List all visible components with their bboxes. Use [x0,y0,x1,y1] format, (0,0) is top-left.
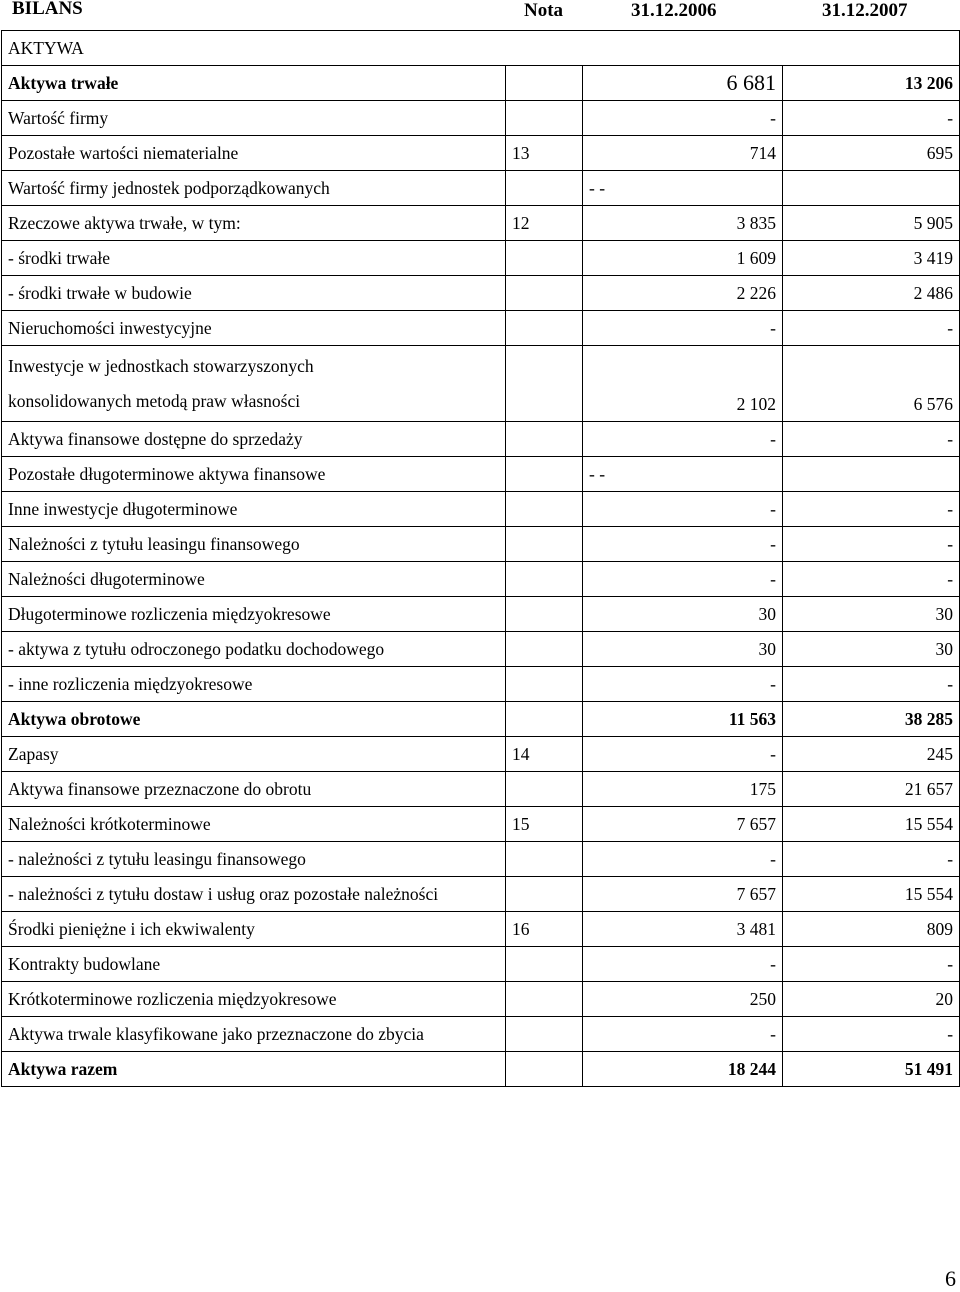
row-label: Zapasy [2,737,506,772]
row-value-2006: 175 [583,772,783,807]
row-value-2006: - [583,492,783,527]
row-value-2007: - [783,947,960,982]
table-row [2,807,960,842]
table-row [2,171,960,206]
row-label: Aktywa obrotowe [2,702,506,737]
row-value-2006: - - [583,457,783,492]
row-note: 13 [506,136,583,171]
row-label: Pozostałe wartości niematerialne [2,136,506,171]
total-row [2,1052,960,1087]
row-value-2006: 30 [583,632,783,667]
row-value-2006: 6 681 [583,66,783,101]
row-note [506,947,583,982]
row-note [506,276,583,311]
table-row [2,346,960,422]
row-value-2007: - [783,101,960,136]
row-note [506,101,583,136]
row-label-line-2: konsolidowanych metodą praw własności [8,390,301,411]
section-title: AKTYWA [2,31,960,66]
row-value-2006: 3 835 [583,206,783,241]
row-label: - inne rozliczenia międzyokresowe [2,667,506,702]
row-note [506,772,583,807]
row-note [506,422,583,457]
row-value-2006: - [583,527,783,562]
table-row [2,842,960,877]
table-row [2,457,960,492]
row-value-2006: 250 [583,982,783,1017]
column-header-nota: Nota [524,0,564,21]
row-value-2006: - [583,947,783,982]
row-label: Należności krótkoterminowe [2,807,506,842]
row-note [506,171,583,206]
row-label: Rzeczowe aktywa trwałe, w tym: [2,206,506,241]
page-number: 6 [945,1266,956,1291]
row-value-2006: 2 102 [583,346,783,422]
table-row [2,206,960,241]
row-label: Nieruchomości inwestycyjne [2,311,506,346]
row-value-2007: 5 905 [783,206,960,241]
row-label: Należności długoterminowe [2,562,506,597]
row-value-2006: - [583,737,783,772]
row-label: Aktywa finansowe dostępne do sprzedaży [2,422,506,457]
row-note [506,982,583,1017]
row-value-2007 [783,457,960,492]
table-row [2,276,960,311]
row-value-2007: 6 576 [783,346,960,422]
row-note [506,842,583,877]
table-row [2,1017,960,1052]
table-row [2,136,960,171]
row-value-2006: - [583,101,783,136]
row-value-2007: 15 554 [783,877,960,912]
table-row [2,527,960,562]
row-note [506,597,583,632]
row-label: Inne inwestycje długoterminowe [2,492,506,527]
row-value-2006: 2 226 [583,276,783,311]
row-value-2006: - [583,842,783,877]
row-value-2007: 21 657 [783,772,960,807]
row-label: - środki trwałe w budowie [2,276,506,311]
document-title: BILANS [12,0,83,19]
table-row [2,737,960,772]
row-note [506,241,583,276]
row-value-2007: - [783,667,960,702]
row-label: Krótkoterminowe rozliczenia międzyokresowe [2,982,506,1017]
row-label: Aktywa trwale klasyfikowane jako przeznaczone do zbycia [2,1017,506,1052]
balance-sheet-table [1,30,960,1087]
row-value-2007: 3 419 [783,241,960,276]
row-label: - należności z tytułu dostaw i usług oraz pozostałe należności [2,877,506,912]
row-label: Należności z tytułu leasingu finansowego [2,527,506,562]
table-row [2,702,960,737]
row-value-2006: 30 [583,597,783,632]
row-value-2007: 30 [783,632,960,667]
column-header-2006: 31.12.2006 [631,0,717,21]
row-value-2007 [783,171,960,206]
row-label: - środki trwałe [2,241,506,276]
row-value-2007: 38 285 [783,702,960,737]
row-value-2007: - [783,842,960,877]
row-label: Środki pieniężne i ich ekwiwalenty [2,912,506,947]
row-label: - aktywa z tytułu odroczonego podatku dochodowego [2,632,506,667]
row-value-2007: 245 [783,737,960,772]
table-row [2,912,960,947]
row-label: Kontrakty budowlane [2,947,506,982]
row-note: 14 [506,737,583,772]
row-value-2007: 20 [783,982,960,1017]
table-row [2,597,960,632]
row-note [506,877,583,912]
row-note [506,492,583,527]
table-row [2,241,960,276]
row-label [2,346,506,422]
row-value-2006: - [583,667,783,702]
row-note [506,562,583,597]
row-value-2007: 30 [783,597,960,632]
row-value-2006: - [583,1017,783,1052]
row-value-2006: 11 563 [583,702,783,737]
row-label: Wartość firmy jednostek podporządkowanych [2,171,506,206]
row-value-2006: 7 657 [583,807,783,842]
row-value-2007: - [783,527,960,562]
row-note [506,311,583,346]
row-value-2007: 51 491 [783,1052,960,1087]
row-label: Wartość firmy [2,101,506,136]
table-row [2,772,960,807]
row-label: - należności z tytułu leasingu finansowego [2,842,506,877]
column-header-2007: 31.12.2007 [822,0,908,21]
row-value-2007: - [783,1017,960,1052]
row-label: Pozostałe długoterminowe aktywa finansowe [2,457,506,492]
row-value-2007: - [783,562,960,597]
table-row [2,311,960,346]
row-value-2006: 3 481 [583,912,783,947]
row-value-2007: 15 554 [783,807,960,842]
table-row [2,947,960,982]
section-row [2,31,960,66]
row-value-2007: 2 486 [783,276,960,311]
row-label-line-1: Inwestycje w jednostkach stowarzyszonych [8,355,314,376]
row-value-2007: - [783,422,960,457]
row-label: Długoterminowe rozliczenia międzyokresowe [2,597,506,632]
row-note [506,527,583,562]
row-note [506,702,583,737]
table-row [2,101,960,136]
row-note: 12 [506,206,583,241]
row-label: Aktywa razem [2,1052,506,1087]
row-value-2006: 1 609 [583,241,783,276]
row-note [506,632,583,667]
row-value-2007: - [783,492,960,527]
table-row [2,982,960,1017]
row-value-2006: 714 [583,136,783,171]
row-note [506,457,583,492]
row-note [506,346,583,422]
table-row [2,667,960,702]
row-value-2006: - [583,422,783,457]
table-row [2,562,960,597]
row-note: 15 [506,807,583,842]
row-label: Aktywa finansowe przeznaczone do obrotu [2,772,506,807]
row-value-2007: 13 206 [783,66,960,101]
table-row [2,877,960,912]
row-value-2007: 809 [783,912,960,947]
table-row [2,66,960,101]
row-value-2007: - [783,311,960,346]
row-value-2006: - - [583,171,783,206]
row-note [506,667,583,702]
row-value-2006: 18 244 [583,1052,783,1087]
row-value-2007: 695 [783,136,960,171]
row-label: Aktywa trwałe [2,66,506,101]
table-row [2,492,960,527]
row-value-2006: - [583,562,783,597]
row-value-2006: 7 657 [583,877,783,912]
table-row [2,632,960,667]
row-value-2006: - [583,311,783,346]
row-note: 16 [506,912,583,947]
row-note [506,1017,583,1052]
row-note [506,66,583,101]
table-row [2,422,960,457]
row-note [506,1052,583,1087]
